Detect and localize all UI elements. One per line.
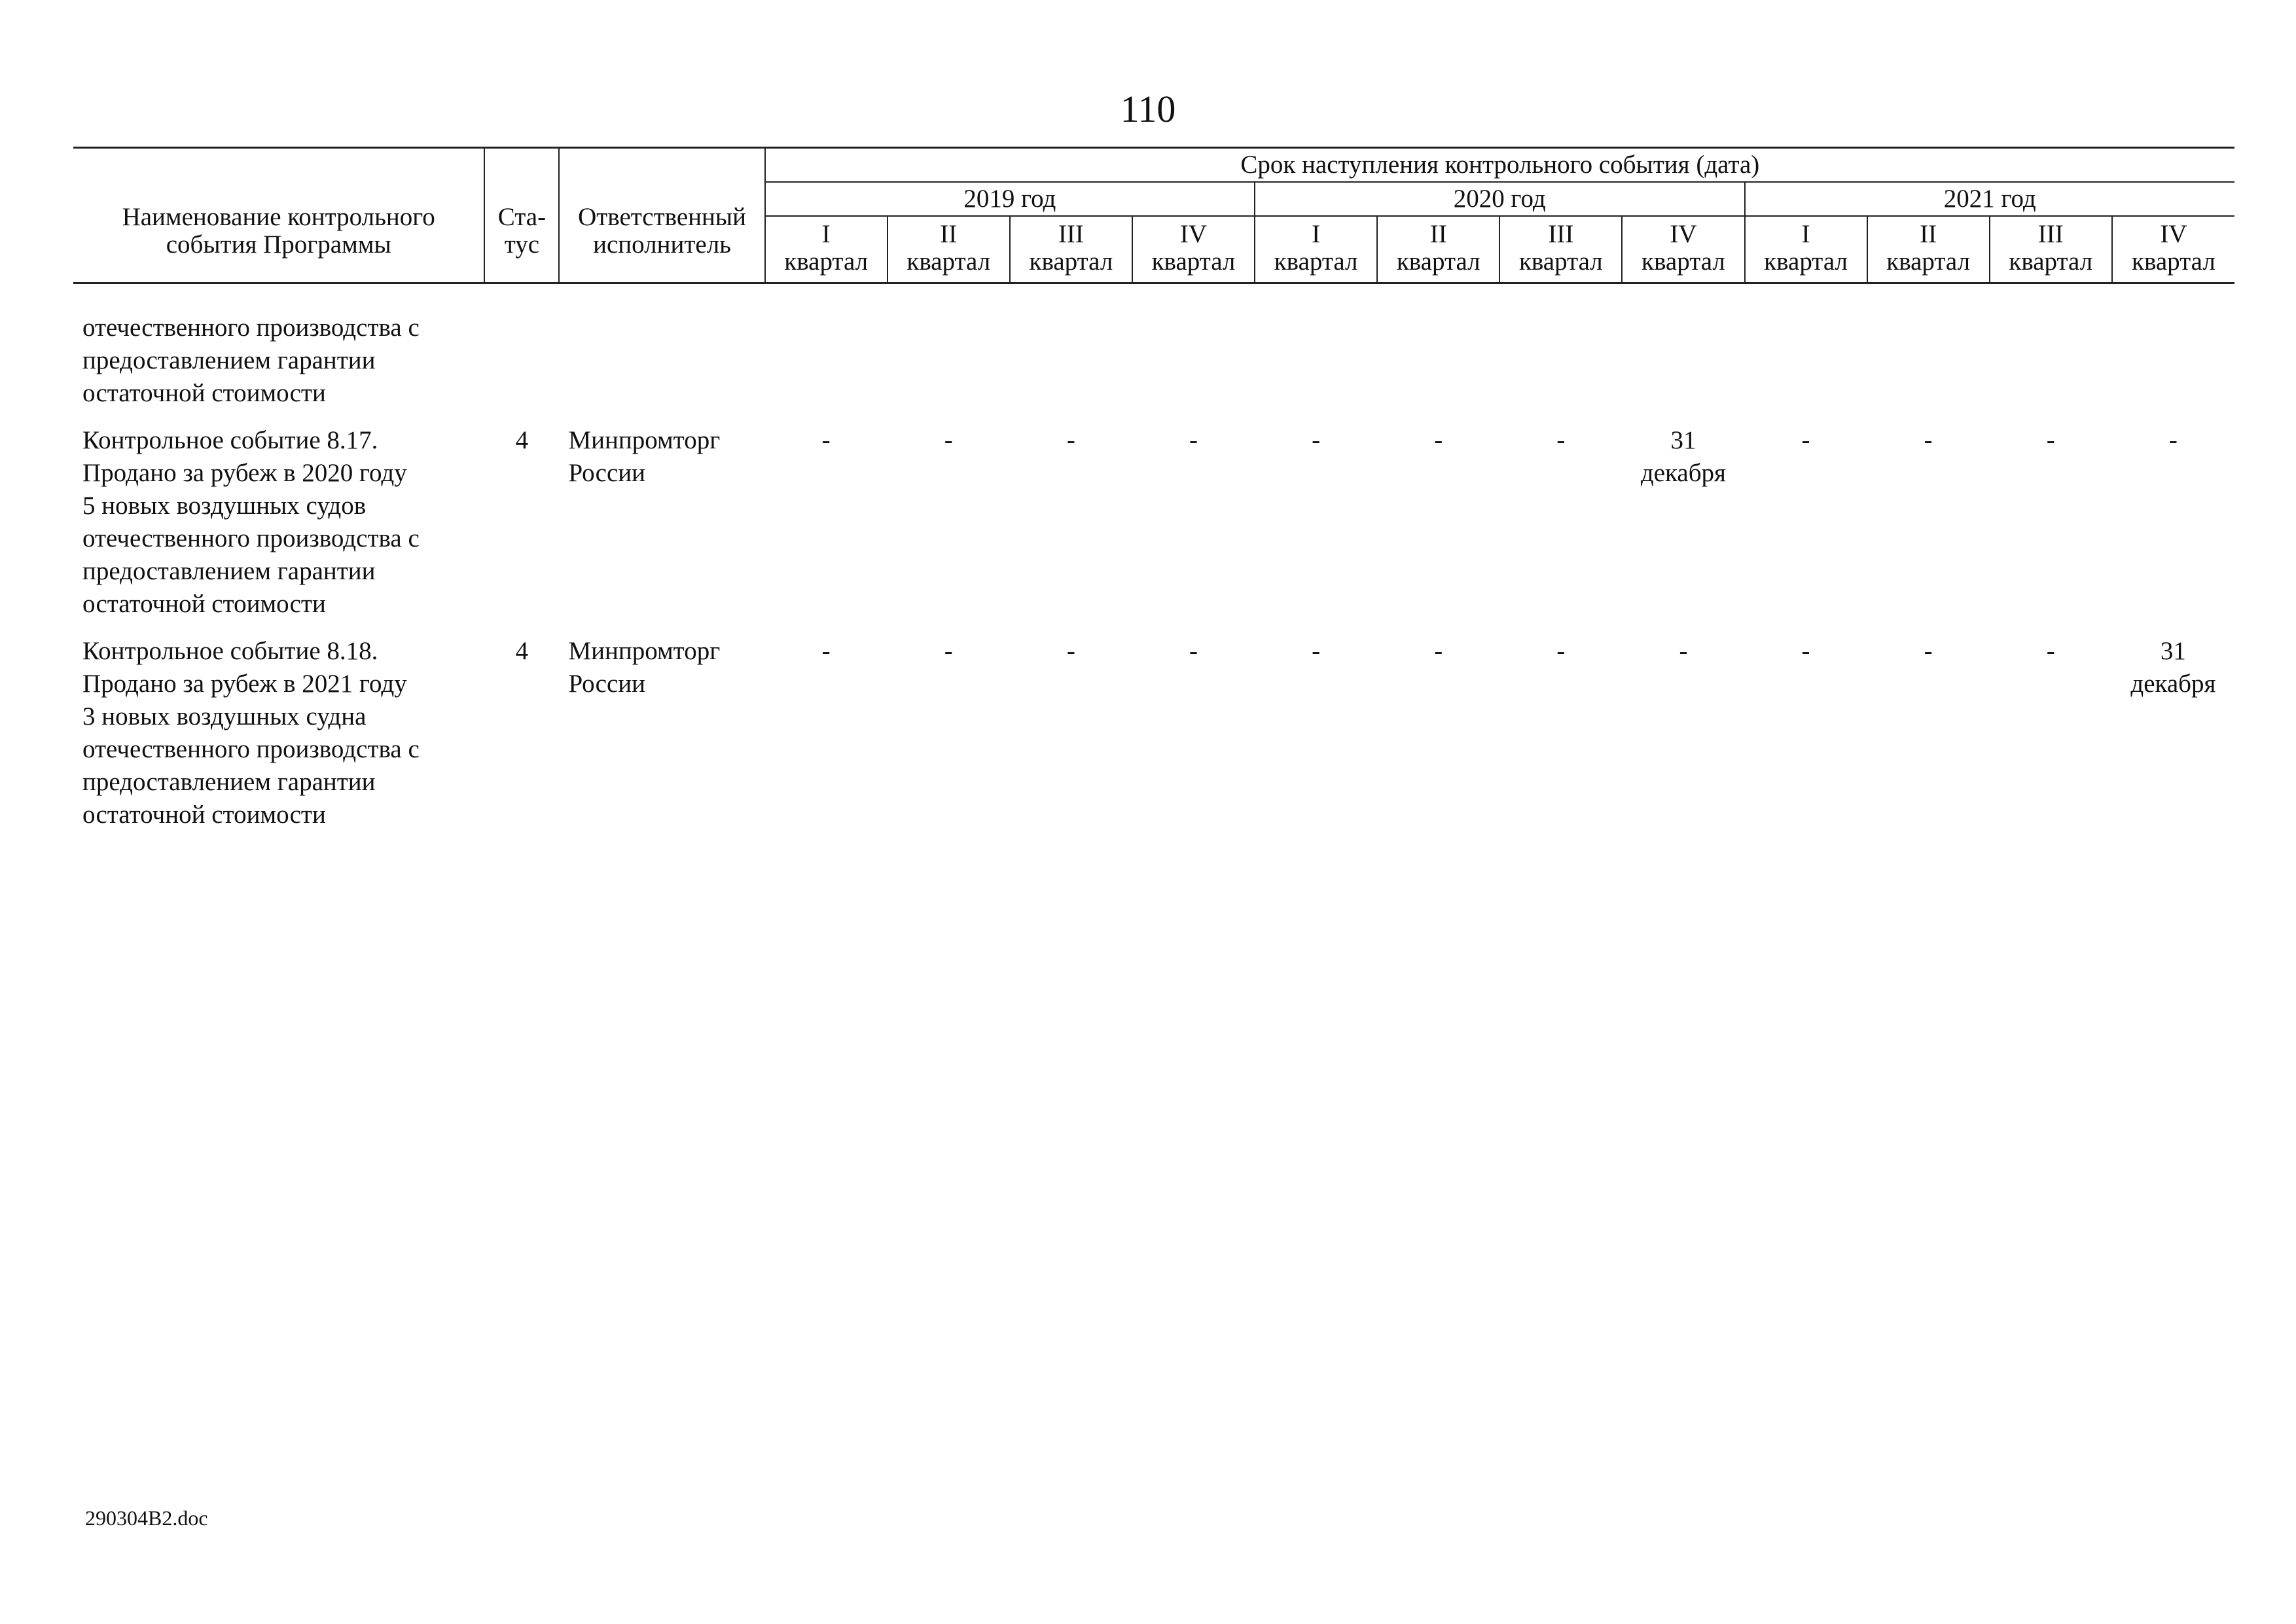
event-name-line: отечественного производства с [82, 524, 420, 552]
quarter-date-line: - [1556, 426, 1566, 454]
quarter-date-cell [1867, 424, 1990, 621]
event-name-line: Контрольное событие 8.17. [82, 426, 378, 454]
header-executor-line: исполнитель [593, 230, 731, 259]
header-quarter-word: квартал [1745, 248, 1867, 283]
executor-cell [559, 312, 764, 410]
quarter-date-line: - [1679, 637, 1688, 665]
quarter-date-line: - [944, 637, 953, 665]
status-cell: 4 [515, 426, 529, 454]
quarter-date-line: - [944, 426, 953, 454]
footer-file-name: 290304B2.doc [85, 1506, 208, 1530]
header-quarter-word: квартал [765, 248, 888, 283]
event-name-line: Продано за рубеж в 2021 году [82, 670, 407, 698]
quarter-date-line: - [1434, 426, 1443, 454]
executor-cell [559, 424, 764, 621]
quarter-date-line: - [1556, 637, 1566, 665]
header-quarter-word: квартал [1622, 248, 1744, 283]
quarter-date-cell [1010, 424, 1132, 621]
header-status-line: тус [504, 230, 540, 259]
executor-line: Минпромторг [568, 637, 721, 665]
header-quarter-number: I [765, 216, 888, 248]
status-cell: 4 [515, 637, 529, 665]
quarter-date-line: декабря [1640, 459, 1726, 487]
header-quarter-number: III [1010, 216, 1132, 248]
quarter-date-line: декабря [2130, 670, 2216, 698]
header-status [484, 148, 559, 283]
quarter-date-cell [888, 635, 1010, 831]
quarter-date-line: - [1189, 637, 1198, 665]
executor-cell [559, 635, 764, 831]
quarter-date-cell [1990, 312, 2112, 410]
quarter-date-cell [1010, 635, 1132, 831]
table-row [73, 312, 2234, 410]
event-name-line: 3 новых воздушных судна [82, 702, 367, 731]
quarter-date-line: - [2168, 426, 2178, 454]
quarter-date-line: - [1312, 426, 1321, 454]
quarter-date-cell [765, 635, 888, 831]
header-quarter-number: II [1867, 216, 1990, 248]
quarter-date-cell [1745, 312, 1867, 410]
event-name-cell [73, 312, 484, 410]
quarter-date-cell [1132, 424, 1255, 621]
quarter-date-cell [1867, 312, 1990, 410]
quarter-date-cell [2112, 635, 2234, 831]
event-name-line: предоставлением гарантии [82, 768, 376, 796]
quarter-date-cell [1255, 635, 1377, 831]
quarter-date-cell [1867, 635, 1990, 831]
executor-line: России [568, 670, 645, 698]
quarter-date-cell [1745, 635, 1867, 831]
quarter-date-cell [1622, 635, 1744, 831]
quarter-date-line: 31 [2160, 637, 2186, 665]
quarter-date-cell [1132, 635, 1255, 831]
event-name-line: остаточной стоимости [82, 379, 326, 407]
quarter-date-cell [1255, 424, 1377, 621]
event-name-cell [73, 424, 484, 621]
header-quarter-word: квартал [1010, 248, 1132, 283]
header-quarter-word: квартал [1132, 248, 1255, 283]
table-row [73, 424, 2234, 621]
row-spacer [73, 410, 2234, 424]
header-quarter-number: IV [1132, 216, 1255, 248]
quarter-date-cell [1499, 424, 1622, 621]
header-executor-line: Ответственный [578, 202, 746, 231]
header-period: Срок наступления контрольного события (дата) [765, 148, 2234, 183]
header-quarter-word: квартал [1255, 248, 1377, 283]
quarter-date-cell [1010, 312, 1132, 410]
quarter-date-cell [1499, 312, 1622, 410]
header-quarter-number: III [1990, 216, 2112, 248]
event-name-line: предоставлением гарантии [82, 557, 376, 585]
quarter-date-cell [1377, 635, 1499, 831]
row-spacer [73, 621, 2234, 635]
quarter-date-cell [765, 312, 888, 410]
quarter-date-cell [1499, 635, 1622, 831]
event-name-line: отечественного производства с [82, 735, 420, 763]
header-quarter-word: квартал [888, 248, 1010, 283]
event-name-line: отечественного производства с [82, 314, 420, 342]
control-events-table [73, 147, 2234, 831]
header-event-name-line: события Программы [166, 230, 391, 259]
status-cell [484, 312, 559, 410]
quarter-date-line: - [2046, 426, 2055, 454]
header-quarter-number: III [1499, 216, 1622, 248]
quarter-date-cell [1377, 312, 1499, 410]
quarter-date-cell [1745, 424, 1867, 621]
header-year-2020: 2020 год [1255, 182, 1744, 216]
quarter-date-line: - [1312, 637, 1321, 665]
quarter-date-line: - [1434, 637, 1443, 665]
quarter-date-cell [1255, 312, 1377, 410]
event-name-line: остаточной стоимости [82, 801, 326, 829]
quarter-date-cell [1622, 424, 1744, 621]
header-executor [559, 148, 764, 283]
quarter-date-line: - [1801, 637, 1810, 665]
quarter-date-line: - [821, 426, 831, 454]
row-spacer [73, 283, 2234, 312]
event-name-line: 5 новых воздушных судов [82, 492, 367, 520]
event-name-cell [73, 635, 484, 831]
quarter-date-cell [888, 312, 1010, 410]
header-event-name-line: Наименование контрольного [122, 202, 435, 231]
header-quarter-word: квартал [1990, 248, 2112, 283]
quarter-date-cell [1132, 312, 1255, 410]
header-status-line: Ста- [497, 202, 547, 231]
quarter-date-cell [2112, 424, 2234, 621]
quarter-date-cell [1990, 424, 2112, 621]
header-quarter-number: II [888, 216, 1010, 248]
event-name-line: предоставлением гарантии [82, 346, 376, 374]
header-quarter-word: квартал [2112, 248, 2234, 283]
header-quarter-word: квартал [1377, 248, 1499, 283]
table-row [73, 635, 2234, 831]
quarter-date-line: - [1066, 426, 1075, 454]
event-name-line: Контрольное событие 8.18. [82, 637, 378, 665]
event-name-line: Продано за рубеж в 2020 году [82, 459, 407, 487]
quarter-date-line: - [2046, 637, 2055, 665]
header-quarter-word: квартал [1867, 248, 1990, 283]
header-quarter-number: IV [1622, 216, 1744, 248]
quarter-date-cell [765, 424, 888, 621]
table-header [73, 148, 2234, 283]
table-body [73, 283, 2234, 832]
header-quarter-number: I [1745, 216, 1867, 248]
executor-line: Минпромторг [568, 426, 721, 454]
quarter-date-line: - [1924, 426, 1933, 454]
event-name-line: остаточной стоимости [82, 590, 326, 618]
header-quarter-number: I [1255, 216, 1377, 248]
header-event-name [73, 148, 484, 283]
quarter-date-cell [2112, 312, 2234, 410]
header-quarter-number: II [1377, 216, 1499, 248]
header-year-2019: 2019 год [765, 182, 1255, 216]
quarter-date-cell [888, 424, 1010, 621]
quarter-date-line: - [1189, 426, 1198, 454]
quarter-date-line: 31 [1670, 426, 1696, 454]
header-quarter-number: IV [2112, 216, 2234, 248]
quarter-date-cell [1622, 312, 1744, 410]
quarter-date-line: - [1066, 637, 1075, 665]
page-number: 110 [1120, 88, 1176, 130]
executor-line: России [568, 459, 645, 487]
header-quarter-word: квартал [1499, 248, 1622, 283]
quarter-date-line: - [1924, 637, 1933, 665]
quarter-date-cell [1377, 424, 1499, 621]
header-year-2021: 2021 год [1745, 182, 2235, 216]
quarter-date-line: - [821, 637, 831, 665]
quarter-date-line: - [1801, 426, 1810, 454]
quarter-date-cell [1990, 635, 2112, 831]
